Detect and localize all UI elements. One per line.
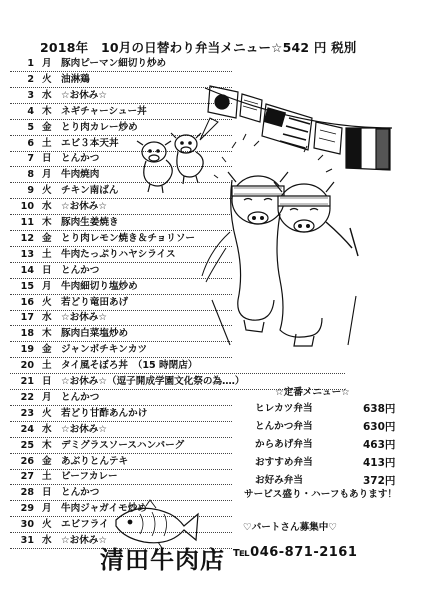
menu-dish: ジャンボチキンカツ — [61, 344, 148, 356]
menu-dish: とんかつ — [61, 153, 100, 165]
menu-dish: とんかつ — [61, 487, 100, 499]
menu-dish: ☆お休み☆ — [61, 535, 107, 546]
shop-name: 清田牛肉店 — [100, 546, 225, 574]
menu-weekday: 土 — [42, 360, 52, 372]
menu-dish: 豚肉ピーマン細切り炒め — [61, 58, 167, 69]
menu-day: 9 — [27, 185, 34, 197]
menu-day: 12 — [20, 232, 34, 244]
menu-dish: 豚肉生姜焼き — [61, 217, 119, 228]
menu-day: 7 — [27, 153, 34, 165]
menu-day: 31 — [20, 535, 34, 546]
menu-day: 18 — [20, 328, 34, 340]
bunting-string — [205, 88, 392, 128]
italy-flag-icon — [346, 128, 390, 170]
standard-menu-item: ヒレカツ弁当 — [255, 403, 313, 414]
menu-dish: タイ風そぼろ丼 （15 時閉店） — [61, 360, 198, 372]
menu-dish: 若どり甘酢あんかけ — [61, 407, 148, 419]
menu-weekday: 木 — [42, 217, 52, 228]
menu-day: 16 — [20, 296, 34, 308]
menu-weekday: 木 — [42, 439, 52, 451]
menu-weekday: 金 — [42, 344, 52, 356]
standard-menu-item: お好み弁当 — [255, 475, 303, 486]
menu-weekday: 日 — [42, 153, 52, 165]
menu-dish: ☆お休み☆（逗子開成学園文化祭の為‥‥） — [61, 376, 245, 387]
menu-weekday: 月 — [42, 169, 52, 181]
menu-weekday: 木 — [42, 105, 52, 117]
menu-weekday: 日 — [42, 264, 52, 276]
menu-day: 6 — [27, 137, 34, 149]
menu-dish: 牛肉たっぷりハヤシライス — [61, 248, 176, 260]
menu-weekday: 水 — [42, 535, 52, 546]
menu-day: 8 — [27, 169, 34, 181]
menu-weekday: 火 — [42, 407, 52, 419]
menu-title: 2018年 10月の日替わり弁当メニュー☆542 円 税別 — [40, 40, 357, 55]
standard-menu-price: 372円 — [363, 475, 396, 487]
menu-weekday: 土 — [42, 137, 52, 149]
menu-day: 1 — [27, 58, 34, 69]
menu-dish: デミグラスソースハンバーグ — [61, 439, 185, 451]
menu-weekday: 金 — [42, 121, 52, 133]
standard-menu-item: おすすめ弁当 — [255, 457, 313, 468]
usa-flag-icon — [262, 104, 312, 150]
menu-day: 14 — [20, 264, 34, 276]
small-cow-icon — [137, 141, 172, 193]
menu-weekday: 日 — [42, 376, 52, 387]
menu-weekday: 水 — [42, 201, 52, 213]
menu-weekday: 金 — [42, 455, 52, 467]
menu-day: 29 — [20, 503, 34, 515]
standard-menu-item: からあげ弁当 — [255, 439, 313, 450]
menu-weekday: 火 — [42, 73, 52, 85]
menu-dish: 牛肉焼肉 — [61, 169, 100, 181]
menu-day: 26 — [20, 455, 34, 467]
flag-icon — [314, 122, 342, 154]
menu-day: 11 — [20, 217, 34, 228]
menu-dish: 牛肉細切り塩炒め — [61, 280, 138, 292]
cow-headband-right-icon — [274, 182, 358, 346]
menu-dish: エビフライ — [61, 519, 109, 531]
menu-dish: ☆お休み☆ — [61, 201, 107, 213]
menu-dish: ☆お休み☆ — [61, 312, 107, 324]
menu-weekday: 月 — [42, 58, 52, 69]
menu-weekday: 土 — [42, 248, 52, 260]
menu-dish: とんかつ — [61, 391, 100, 403]
standard-menu-price: 463円 — [363, 439, 396, 451]
menu-weekday: 木 — [42, 328, 52, 340]
menu-dish: ビーフカレー — [61, 471, 118, 483]
menu-dish: とり肉カレー炒め — [61, 121, 138, 133]
menu-weekday: 水 — [42, 89, 52, 101]
menu-dish: とり肉レモン焼き＆チョリソー — [61, 232, 196, 244]
standard-menu-price: 413円 — [363, 457, 396, 469]
menu-dish: 若どり竜田あげ — [61, 296, 129, 308]
menu-dish: とんかつ — [61, 264, 100, 276]
menu-weekday: 火 — [42, 519, 52, 531]
service-note: サービス盛り・ハーフもあります！ — [244, 489, 398, 500]
menu-day: 21 — [20, 376, 34, 387]
menu-weekday: 金 — [42, 232, 52, 244]
menu-dish: 豚肉白菜塩炒め — [61, 328, 129, 340]
menu-day: 3 — [27, 89, 34, 101]
menu-weekday: 土 — [42, 471, 52, 483]
recruit-note: ♡パートさん募集中♡ — [243, 522, 337, 533]
fish-drawing-icon — [116, 500, 198, 548]
menu-dish: あぶりとんテキ — [61, 455, 129, 467]
menu-dish: ☆お休み☆ — [61, 89, 107, 101]
phone-number: ℡046-871-2161 — [233, 545, 358, 560]
menu-day: 23 — [20, 407, 34, 419]
menu-dish: 牛肉ジャガイモ炒め — [61, 503, 147, 515]
menu-dish: チキン南ばん — [61, 185, 119, 197]
menu-dish: エビ３本天丼 — [61, 137, 119, 149]
menu-day: 25 — [20, 439, 34, 451]
menu-day: 19 — [20, 344, 34, 356]
standard-menu-item: とんかつ弁当 — [255, 421, 313, 432]
menu-day: 20 — [20, 360, 34, 372]
standard-menu-heading: ☆定番メニュー☆ — [275, 387, 350, 398]
menu-weekday: 水 — [42, 312, 52, 324]
standard-menu-price: 638円 — [363, 403, 396, 415]
menu-weekday: 日 — [42, 487, 52, 499]
menu-dish: 油淋鶏 — [61, 73, 90, 85]
menu-dish: ☆お休み☆ — [61, 423, 107, 435]
menu-day: 5 — [27, 121, 34, 133]
menu-dish: ネギチャーシュー丼 — [61, 105, 147, 117]
menu-day: 24 — [20, 423, 34, 435]
small-cow-icon — [171, 118, 218, 184]
menu-day: 22 — [20, 391, 34, 403]
menu-weekday: 水 — [42, 423, 52, 435]
menu-weekday: 月 — [42, 280, 52, 292]
menu-day: 17 — [20, 312, 34, 324]
menu-day: 30 — [20, 519, 34, 531]
menu-day: 15 — [20, 280, 34, 292]
standard-menu-price: 630円 — [363, 421, 396, 433]
menu-day: 10 — [20, 201, 34, 213]
menu-day: 2 — [27, 73, 34, 85]
menu-weekday: 火 — [42, 296, 52, 308]
menu-weekday: 月 — [42, 503, 52, 515]
menu-day: 13 — [20, 248, 34, 260]
menu-weekday: 月 — [42, 391, 52, 403]
menu-day: 28 — [20, 487, 34, 499]
menu-weekday: 火 — [42, 185, 52, 197]
menu-day: 4 — [27, 105, 34, 117]
menu-day: 27 — [20, 471, 34, 483]
